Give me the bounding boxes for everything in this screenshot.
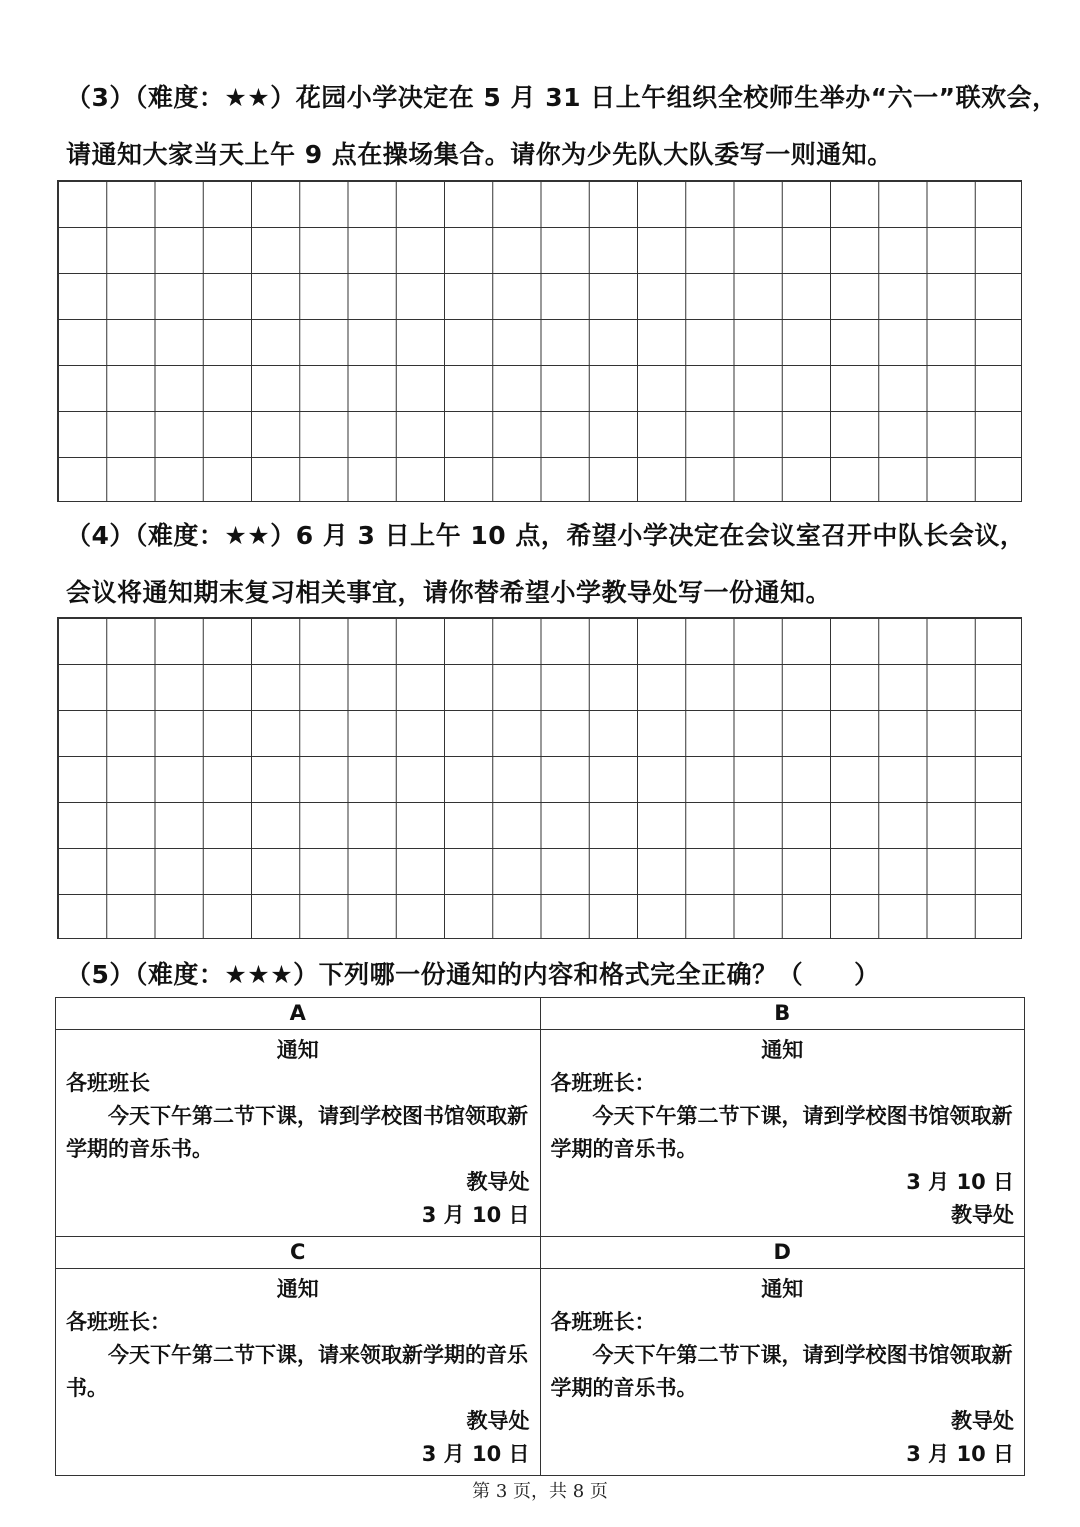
page-footer: 第 3 页，共 8 页 xyxy=(472,1481,608,1502)
notice-content: 今天下午第二节下课，请到学校图书馆领取新学期的音乐书。 xyxy=(66,1104,528,1161)
q4-writing-grid[interactable] xyxy=(57,617,1022,939)
notice-content: 今天下午第二节下课，请来领取新学期的音乐书。 xyxy=(66,1343,528,1400)
q3-writing-grid[interactable] xyxy=(57,180,1022,502)
notice-title: 通知 xyxy=(276,1277,319,1301)
notice-date: 3 月 10 日 xyxy=(906,1442,1014,1466)
notice-recipient: 各班班长： xyxy=(550,1071,656,1095)
q4-prompt-line2: 会议将通知期末复习相关事宜，请你替希望小学教导处写一份通知。 xyxy=(66,578,832,607)
option-d-notice xyxy=(540,1269,1025,1476)
notice-date: 3 月 10 日 xyxy=(421,1442,530,1466)
notice-recipient: 各班班长 xyxy=(66,1071,150,1095)
notice-signature: 教导处 xyxy=(951,1203,1014,1227)
q3-prompt-line2: 请通知大家当天上午 9 点在操场集合。请你为少先队大队委写一则通知。 xyxy=(66,140,893,169)
notice-signature: 教导处 xyxy=(466,1409,530,1433)
q5-prompt: （5）（难度：★★★）下列哪一份通知的内容和格式完全正确？（ ） xyxy=(66,960,880,989)
notice-title: 通知 xyxy=(761,1277,804,1301)
option-a-notice xyxy=(56,1030,541,1237)
option-b-notice xyxy=(540,1030,1025,1237)
option-a-label[interactable]: A xyxy=(56,998,541,1030)
notice-content: 今天下午第二节下课，请到学校图书馆领取新学期的音乐书。 xyxy=(550,1343,1013,1400)
notice-signature: 教导处 xyxy=(951,1409,1014,1433)
notice-recipient: 各班班长： xyxy=(550,1310,656,1334)
option-b-label[interactable]: B xyxy=(540,998,1025,1030)
option-c-notice xyxy=(56,1269,541,1476)
option-c-label[interactable]: C xyxy=(56,1237,541,1269)
notice-signature: 教导处 xyxy=(466,1170,530,1194)
notice-content: 今天下午第二节下课，请到学校图书馆领取新学期的音乐书。 xyxy=(550,1104,1013,1161)
q3-prompt-line1: （3）（难度：★★）花园小学决定在 5 月 31 日上午组织全校师生举办“六一”联欢会， xyxy=(66,83,1058,112)
notice-date: 3 月 10 日 xyxy=(421,1203,530,1227)
notice-title: 通知 xyxy=(276,1038,319,1062)
q4-prompt-line1: （4）（难度：★★）6 月 3 日上午 10 点，希望小学决定在会议室召开中队长会议， xyxy=(66,521,1026,550)
notice-date: 3 月 10 日 xyxy=(906,1170,1014,1194)
notice-title: 通知 xyxy=(761,1038,804,1062)
options-table xyxy=(55,997,1025,1476)
option-d-label[interactable]: D xyxy=(540,1237,1025,1269)
notice-recipient: 各班班长： xyxy=(66,1310,171,1334)
